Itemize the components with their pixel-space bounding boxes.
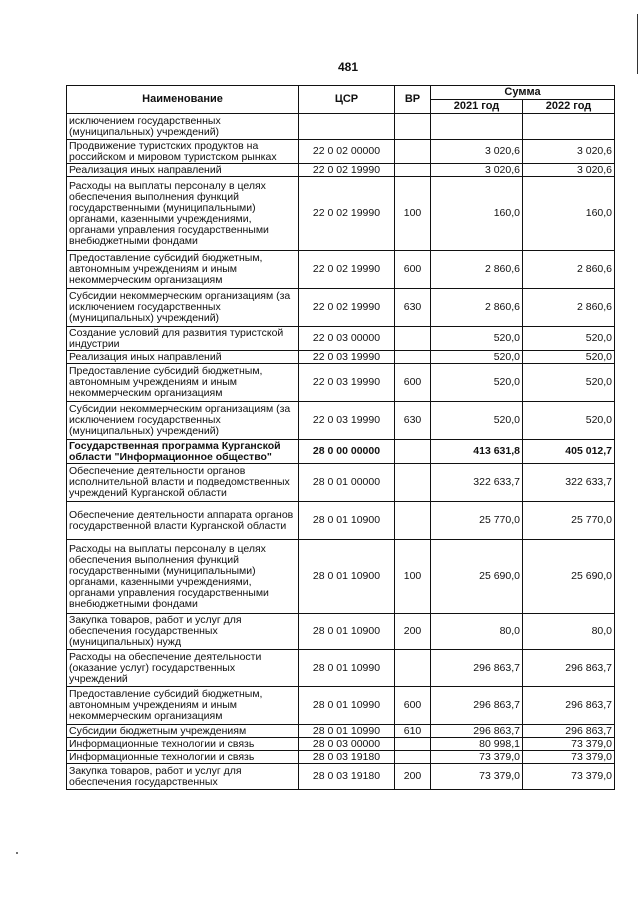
table-row bbox=[67, 114, 615, 140]
row-2021-cell: 520,0 bbox=[431, 364, 523, 402]
row-2021-cell: 520,0 bbox=[431, 351, 523, 364]
header-sum: Сумма bbox=[431, 86, 615, 100]
row-2021-cell: 296 863,7 bbox=[431, 725, 523, 738]
row-vr-cell bbox=[395, 464, 431, 502]
row-csr-cell: 28 0 03 19180 bbox=[299, 764, 395, 790]
row-vr-cell: 600 bbox=[395, 364, 431, 402]
row-2022-cell: 25 690,0 bbox=[523, 540, 615, 614]
row-vr-cell bbox=[395, 114, 431, 140]
row-2021-cell: 80,0 bbox=[431, 614, 523, 650]
row-name-cell: исключением государственных (муниципальных) учреждений) bbox=[67, 114, 299, 140]
row-name-cell: Предоставление субсидий бюджетным, автономным учреждениям и иным некоммерческим организациям bbox=[67, 687, 299, 725]
row-2021-cell: 322 633,7 bbox=[431, 464, 523, 502]
table-row bbox=[67, 725, 615, 738]
row-2021-cell: 2 860,6 bbox=[431, 289, 523, 327]
row-name-cell: Реализация иных направлений bbox=[67, 351, 299, 364]
row-2022-cell: 322 633,7 bbox=[523, 464, 615, 502]
row-2022-cell: 405 012,7 bbox=[523, 440, 615, 464]
row-name-cell: Обеспечение деятельности органов исполнительной власти и подведомственных учреждений Курганской области bbox=[67, 464, 299, 502]
row-name-cell: Обеспечение деятельности аппарата органов государственной власти Курганской области bbox=[67, 502, 299, 540]
table-body bbox=[67, 114, 615, 790]
row-2022-cell: 296 863,7 bbox=[523, 687, 615, 725]
row-2022-cell bbox=[523, 114, 615, 140]
row-name-cell: Расходы на обеспечение деятельности (оказание услуг) государственных учреждений bbox=[67, 650, 299, 687]
table-row bbox=[67, 687, 615, 725]
table-row bbox=[67, 738, 615, 751]
row-2022-cell: 73 379,0 bbox=[523, 764, 615, 790]
row-csr-cell: 22 0 02 19990 bbox=[299, 164, 395, 177]
row-2022-cell: 25 770,0 bbox=[523, 502, 615, 540]
row-vr-cell: 630 bbox=[395, 402, 431, 440]
row-2022-cell: 520,0 bbox=[523, 402, 615, 440]
header-2021: 2021 год bbox=[431, 100, 523, 114]
row-2021-cell: 296 863,7 bbox=[431, 650, 523, 687]
table-row bbox=[67, 351, 615, 364]
row-csr-cell: 28 0 03 19180 bbox=[299, 751, 395, 764]
row-name-cell: Закупка товаров, работ и услуг для обеспечения государственных bbox=[67, 764, 299, 790]
row-2022-cell: 73 379,0 bbox=[523, 751, 615, 764]
row-csr-cell: 28 0 03 00000 bbox=[299, 738, 395, 751]
row-name-cell: Субсидии некоммерческим организациям (за исключением государственных (муниципальных) учреждений) bbox=[67, 402, 299, 440]
table-row bbox=[67, 402, 615, 440]
row-name-cell: Создание условий для развития туристской индустрии bbox=[67, 327, 299, 351]
row-vr-cell bbox=[395, 738, 431, 751]
table-row bbox=[67, 614, 615, 650]
row-vr-cell bbox=[395, 502, 431, 540]
row-2022-cell: 2 860,6 bbox=[523, 289, 615, 327]
row-2022-cell: 296 863,7 bbox=[523, 650, 615, 687]
row-2021-cell: 2 860,6 bbox=[431, 251, 523, 289]
row-csr-cell: 22 0 02 19990 bbox=[299, 177, 395, 251]
row-name-cell: Субсидии некоммерческим организациям (за исключением государственных (муниципальных) учреждений) bbox=[67, 289, 299, 327]
row-csr-cell: 28 0 01 10900 bbox=[299, 614, 395, 650]
row-csr-cell bbox=[299, 114, 395, 140]
row-2021-cell bbox=[431, 114, 523, 140]
row-2021-cell: 520,0 bbox=[431, 327, 523, 351]
row-name-cell: Предоставление субсидий бюджетным, автономным учреждениям и иным некоммерческим организациям bbox=[67, 364, 299, 402]
table-row bbox=[67, 650, 615, 687]
table-row bbox=[67, 464, 615, 502]
row-2021-cell: 413 631,8 bbox=[431, 440, 523, 464]
row-vr-cell bbox=[395, 751, 431, 764]
row-name-cell: Информационные технологии и связь bbox=[67, 738, 299, 751]
row-vr-cell: 610 bbox=[395, 725, 431, 738]
row-2021-cell: 73 379,0 bbox=[431, 764, 523, 790]
row-2022-cell: 296 863,7 bbox=[523, 725, 615, 738]
row-2022-cell: 160,0 bbox=[523, 177, 615, 251]
row-vr-cell: 100 bbox=[395, 177, 431, 251]
row-csr-cell: 28 0 01 10900 bbox=[299, 502, 395, 540]
table-row bbox=[67, 327, 615, 351]
table-row bbox=[67, 140, 615, 164]
table-row bbox=[67, 251, 615, 289]
row-name-cell: Субсидии бюджетным учреждениям bbox=[67, 725, 299, 738]
row-2022-cell: 2 860,6 bbox=[523, 251, 615, 289]
table-row bbox=[67, 364, 615, 402]
table-row bbox=[67, 164, 615, 177]
table-row bbox=[67, 177, 615, 251]
table-row bbox=[67, 540, 615, 614]
table-header bbox=[67, 86, 615, 114]
table-row bbox=[67, 502, 615, 540]
budget-table bbox=[66, 85, 615, 790]
row-name-cell: Реализация иных направлений bbox=[67, 164, 299, 177]
header-name: Наименование bbox=[67, 86, 299, 114]
row-2022-cell: 520,0 bbox=[523, 351, 615, 364]
row-vr-cell bbox=[395, 164, 431, 177]
row-2022-cell: 80,0 bbox=[523, 614, 615, 650]
row-name-cell: Расходы на выплаты персоналу в целях обеспечения выполнения функций государственными (муниципальными) органами, казенными учреждениями, органами управления государственными внебюджетными фондами bbox=[67, 540, 299, 614]
row-vr-cell bbox=[395, 440, 431, 464]
table-row bbox=[67, 440, 615, 464]
row-2021-cell: 80 998,1 bbox=[431, 738, 523, 751]
row-csr-cell: 22 0 03 19990 bbox=[299, 402, 395, 440]
row-name-cell: Расходы на выплаты персоналу в целях обеспечения выполнения функций государственными (муниципальными) органами, казенными учреждениями, органами управления государственными внебюджетными фондами bbox=[67, 177, 299, 251]
table-row bbox=[67, 751, 615, 764]
row-name-cell: Информационные технологии и связь bbox=[67, 751, 299, 764]
row-2021-cell: 160,0 bbox=[431, 177, 523, 251]
row-csr-cell: 28 0 01 10990 bbox=[299, 650, 395, 687]
row-2022-cell: 3 020,6 bbox=[523, 164, 615, 177]
row-vr-cell bbox=[395, 650, 431, 687]
row-vr-cell: 200 bbox=[395, 764, 431, 790]
row-vr-cell: 100 bbox=[395, 540, 431, 614]
row-csr-cell: 28 0 01 10900 bbox=[299, 540, 395, 614]
row-name-cell: Государственная программа Курганской области "Информационное общество" bbox=[67, 440, 299, 464]
row-csr-cell: 22 0 02 19990 bbox=[299, 289, 395, 327]
row-name-cell: Закупка товаров, работ и услуг для обеспечения государственных (муниципальных) нужд bbox=[67, 614, 299, 650]
row-vr-cell bbox=[395, 327, 431, 351]
row-csr-cell: 22 0 03 19990 bbox=[299, 364, 395, 402]
row-csr-cell: 22 0 03 00000 bbox=[299, 327, 395, 351]
row-vr-cell bbox=[395, 351, 431, 364]
row-2022-cell: 3 020,6 bbox=[523, 140, 615, 164]
header-vr: ВР bbox=[395, 86, 431, 114]
row-2021-cell: 296 863,7 bbox=[431, 687, 523, 725]
row-2021-cell: 73 379,0 bbox=[431, 751, 523, 764]
row-csr-cell: 28 0 01 10990 bbox=[299, 687, 395, 725]
row-2021-cell: 25 770,0 bbox=[431, 502, 523, 540]
row-csr-cell: 22 0 03 19990 bbox=[299, 351, 395, 364]
row-vr-cell: 200 bbox=[395, 614, 431, 650]
row-2022-cell: 520,0 bbox=[523, 327, 615, 351]
row-vr-cell: 630 bbox=[395, 289, 431, 327]
row-csr-cell: 28 0 00 00000 bbox=[299, 440, 395, 464]
header-2022: 2022 год bbox=[523, 100, 615, 114]
row-csr-cell: 28 0 01 10990 bbox=[299, 725, 395, 738]
row-2021-cell: 25 690,0 bbox=[431, 540, 523, 614]
row-vr-cell: 600 bbox=[395, 687, 431, 725]
table-row bbox=[67, 764, 615, 790]
row-csr-cell: 22 0 02 00000 bbox=[299, 140, 395, 164]
scan-mark bbox=[16, 852, 18, 854]
page-number: 481 bbox=[337, 60, 359, 74]
row-2021-cell: 3 020,6 bbox=[431, 164, 523, 177]
row-csr-cell: 22 0 02 19990 bbox=[299, 251, 395, 289]
row-vr-cell: 600 bbox=[395, 251, 431, 289]
row-2021-cell: 520,0 bbox=[431, 402, 523, 440]
row-csr-cell: 28 0 01 00000 bbox=[299, 464, 395, 502]
table-row bbox=[67, 289, 615, 327]
row-vr-cell bbox=[395, 140, 431, 164]
header-csr: ЦСР bbox=[299, 86, 395, 114]
row-2022-cell: 520,0 bbox=[523, 364, 615, 402]
row-2021-cell: 3 020,6 bbox=[431, 140, 523, 164]
row-2022-cell: 73 379,0 bbox=[523, 738, 615, 751]
row-name-cell: Продвижение туристских продуктов на российском и мировом туристском рынках bbox=[67, 140, 299, 164]
row-name-cell: Предоставление субсидий бюджетным, автономным учреждениям и иным некоммерческим организациям bbox=[67, 251, 299, 289]
